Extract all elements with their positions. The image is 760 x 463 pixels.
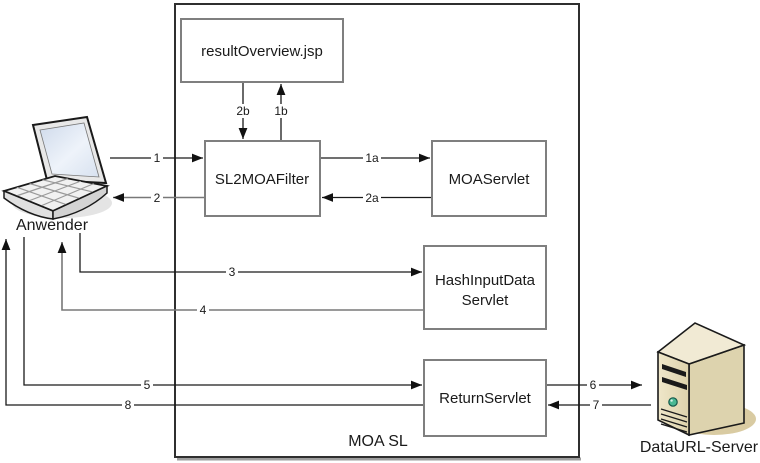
server-icon <box>658 323 756 435</box>
arrow-5 <box>24 237 422 385</box>
laptop-icon <box>4 117 112 219</box>
arrow-4 <box>62 242 424 310</box>
node-sl2moa-filter <box>205 141 320 216</box>
arrow-label-4: 4 <box>199 303 207 317</box>
node-result-overview <box>181 19 343 82</box>
node-moa-servlet <box>432 141 546 216</box>
result-overview-label: resultOverview.jsp <box>201 43 323 60</box>
arrow-label-2b: 2b <box>236 104 250 118</box>
moa-servlet-label: MOAServlet <box>448 171 530 188</box>
arrow-3 <box>80 233 422 272</box>
hash-input-label-line2: Servlet <box>461 292 509 309</box>
flow-arrows <box>6 82 651 405</box>
arrow-label-3: 3 <box>228 265 236 279</box>
hash-input-label-line1: HashInputData <box>434 272 536 289</box>
sl2moa-filter-label: SL2MOAFilter <box>214 171 310 188</box>
container-label: MOA SL <box>348 433 408 450</box>
arrow-label-7: 7 <box>592 398 600 412</box>
server-power-led <box>669 398 677 406</box>
arrow-label-1: 1 <box>153 151 161 165</box>
arrow-label-1b: 1b <box>274 104 288 118</box>
arrow-label-5: 5 <box>143 378 151 392</box>
server-led-highlight <box>670 399 672 401</box>
user-label: Anwender <box>15 217 89 234</box>
arrow-label-8: 8 <box>124 398 132 412</box>
return-servlet-label: ReturnServlet <box>439 390 531 407</box>
arrow-label-2a: 2a <box>365 191 379 205</box>
arrow-label-6: 6 <box>589 378 597 392</box>
server-label: DataURL-Server <box>639 439 759 456</box>
arrow-label-1a: 1a <box>365 151 379 165</box>
node-return-servlet <box>424 360 546 436</box>
arrow-label-2: 2 <box>153 191 161 205</box>
node-hash-input-servlet <box>424 246 546 329</box>
